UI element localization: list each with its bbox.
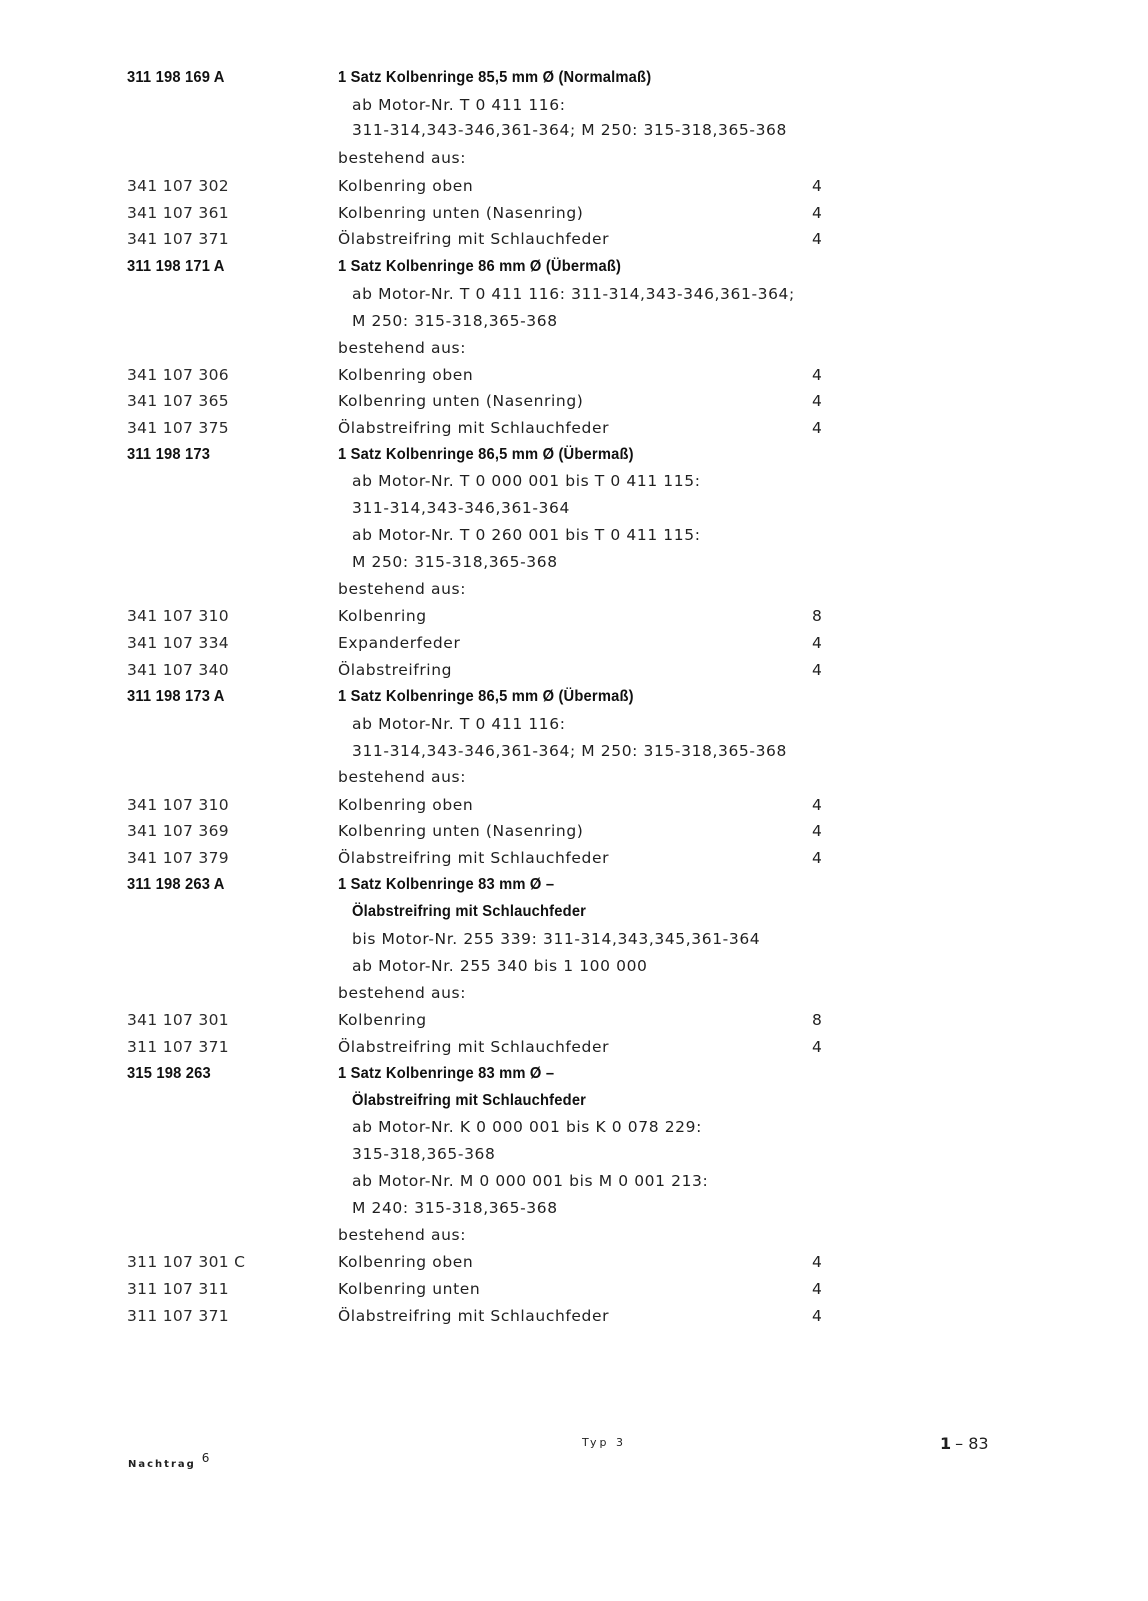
note-row xyxy=(0,1199,1148,1226)
item-part-number: 341 107 361 xyxy=(127,204,229,222)
item-part-number: 341 107 371 xyxy=(127,230,229,248)
item-description: Ölabstreifring xyxy=(338,661,453,679)
item-part-number: 341 107 302 xyxy=(127,177,229,195)
item-part-number: 341 107 306 xyxy=(127,366,229,384)
item-part-number: 341 107 369 xyxy=(127,822,229,840)
consists-row xyxy=(0,339,1148,366)
engine-range-note: ab Motor-Nr. T 0 411 116: 311-314,343-346,361-364; xyxy=(352,285,795,303)
engine-range-note: 315-318,365-368 xyxy=(352,1145,496,1163)
item-part-number: 311 107 311 xyxy=(127,1280,229,1298)
item-quantity: 4 xyxy=(812,661,822,679)
item-quantity: 4 xyxy=(812,204,822,222)
note-row xyxy=(0,1145,1148,1172)
consists-row xyxy=(0,149,1148,176)
item-quantity: 4 xyxy=(812,849,822,867)
item-quantity: 4 xyxy=(812,822,822,840)
note-row xyxy=(0,526,1148,553)
item-description: Ölabstreifring mit Schlauchfeder xyxy=(338,419,610,437)
engine-range-note: 311-314,343-346,361-364 xyxy=(352,499,570,517)
group-header-row xyxy=(0,69,1148,96)
note-row xyxy=(0,553,1148,580)
item-row xyxy=(0,607,1148,634)
item-row xyxy=(0,849,1148,876)
item-quantity: 4 xyxy=(812,177,822,195)
item-quantity: 8 xyxy=(812,1011,822,1029)
item-part-number: 341 107 310 xyxy=(127,607,229,625)
item-row xyxy=(0,661,1148,688)
note-row xyxy=(0,715,1148,742)
page-number-value: – 83 xyxy=(955,1434,989,1453)
item-description: Kolbenring unten xyxy=(338,1280,481,1298)
item-description: Ölabstreifring mit Schlauchfeder xyxy=(338,1038,610,1056)
item-description: Kolbenring xyxy=(338,607,427,625)
consists-of-label: bestehend aus: xyxy=(338,984,467,1002)
set-part-number: 311 198 173 xyxy=(127,446,211,463)
note-row xyxy=(0,930,1148,957)
vehicle-type-label: Typ 3 xyxy=(582,1436,626,1449)
engine-range-note: M 240: 315-318,365-368 xyxy=(352,1199,558,1217)
engine-range-note: ab Motor-Nr. T 0 411 116: xyxy=(352,715,566,733)
item-part-number: 341 107 375 xyxy=(127,419,229,437)
item-quantity: 4 xyxy=(812,1253,822,1271)
item-row xyxy=(0,204,1148,231)
item-row xyxy=(0,230,1148,257)
item-quantity: 4 xyxy=(812,1038,822,1056)
item-row xyxy=(0,796,1148,823)
title-continuation-row xyxy=(0,903,1148,930)
set-title: 1 Satz Kolbenringe 83 mm Ø – xyxy=(338,876,555,893)
item-quantity: 4 xyxy=(812,366,822,384)
set-title-continuation: Ölabstreifring mit Schlauchfeder xyxy=(352,903,587,920)
item-part-number: 341 107 310 xyxy=(127,796,229,814)
item-row xyxy=(0,419,1148,446)
item-quantity: 4 xyxy=(812,634,822,652)
note-row xyxy=(0,499,1148,526)
item-quantity: 4 xyxy=(812,230,822,248)
item-row xyxy=(0,1011,1148,1038)
item-row xyxy=(0,177,1148,204)
item-description: Ölabstreifring mit Schlauchfeder xyxy=(338,230,610,248)
item-part-number: 311 107 371 xyxy=(127,1307,229,1325)
page-number xyxy=(940,1434,989,1453)
item-description: Kolbenring oben xyxy=(338,177,474,195)
note-row xyxy=(0,285,1148,312)
note-row xyxy=(0,957,1148,984)
group-header-row xyxy=(0,688,1148,715)
engine-range-note: M 250: 315-318,365-368 xyxy=(352,553,558,571)
item-row xyxy=(0,634,1148,661)
engine-range-note: ab Motor-Nr. T 0 260 001 bis T 0 411 115: xyxy=(352,526,701,544)
item-description: Kolbenring unten (Nasenring) xyxy=(338,204,584,222)
engine-range-note: ab Motor-Nr. 255 340 bis 1 100 000 xyxy=(352,957,648,975)
supplement-text: Nachtrag xyxy=(128,1459,196,1470)
consists-of-label: bestehend aus: xyxy=(338,339,467,357)
item-part-number: 341 107 379 xyxy=(127,849,229,867)
item-quantity: 4 xyxy=(812,392,822,410)
note-row xyxy=(0,1118,1148,1145)
engine-range-note: ab Motor-Nr. T 0 000 001 bis T 0 411 115: xyxy=(352,472,701,490)
engine-range-note: ab Motor-Nr. M 0 000 001 bis M 0 001 213: xyxy=(352,1172,709,1190)
supplement-number: 6 xyxy=(201,1451,210,1465)
group-header-row xyxy=(0,876,1148,903)
engine-range-note: bis Motor-Nr. 255 339: 311-314,343,345,361-364 xyxy=(352,930,761,948)
set-part-number: 311 198 171 A xyxy=(127,258,225,275)
set-part-number: 311 198 263 A xyxy=(127,876,225,893)
title-continuation-row xyxy=(0,1092,1148,1119)
item-row xyxy=(0,1038,1148,1065)
group-header-row xyxy=(0,1065,1148,1092)
consists-of-label: bestehend aus: xyxy=(338,1226,467,1244)
item-part-number: 311 107 371 xyxy=(127,1038,229,1056)
note-row xyxy=(0,742,1148,769)
set-title: 1 Satz Kolbenringe 86,5 mm Ø (Übermaß) xyxy=(338,446,634,463)
item-description: Kolbenring oben xyxy=(338,366,474,384)
engine-range-note: ab Motor-Nr. K 0 000 001 bis K 0 078 229: xyxy=(352,1118,702,1136)
item-description: Kolbenring xyxy=(338,1011,427,1029)
set-part-number: 315 198 263 xyxy=(127,1065,211,1082)
consists-of-label: bestehend aus: xyxy=(338,580,467,598)
item-description: Kolbenring unten (Nasenring) xyxy=(338,392,584,410)
set-part-number: 311 198 169 A xyxy=(127,69,225,86)
item-description: Kolbenring oben xyxy=(338,1253,474,1271)
item-part-number: 341 107 301 xyxy=(127,1011,229,1029)
engine-range-note: 311-314,343-346,361-364; M 250: 315-318,365-368 xyxy=(352,742,787,760)
consists-row xyxy=(0,1226,1148,1253)
note-row xyxy=(0,472,1148,499)
item-row xyxy=(0,366,1148,393)
item-description: Ölabstreifring mit Schlauchfeder xyxy=(338,1307,610,1325)
set-title: 1 Satz Kolbenringe 86,5 mm Ø (Übermaß) xyxy=(338,688,634,705)
set-part-number: 311 198 173 A xyxy=(127,688,225,705)
set-title: 1 Satz Kolbenringe 86 mm Ø (Übermaß) xyxy=(338,258,622,275)
note-row xyxy=(0,312,1148,339)
set-title-continuation: Ölabstreifring mit Schlauchfeder xyxy=(352,1092,587,1109)
item-quantity: 8 xyxy=(812,607,822,625)
item-description: Kolbenring unten (Nasenring) xyxy=(338,822,584,840)
item-row xyxy=(0,392,1148,419)
note-row xyxy=(0,96,1148,123)
supplement-label xyxy=(128,1451,210,1470)
group-header-row xyxy=(0,258,1148,285)
item-row xyxy=(0,1307,1148,1334)
engine-range-note: ab Motor-Nr. T 0 411 116: xyxy=(352,96,566,114)
set-title: 1 Satz Kolbenringe 83 mm Ø – xyxy=(338,1065,555,1082)
item-description: Ölabstreifring mit Schlauchfeder xyxy=(338,849,610,867)
item-quantity: 4 xyxy=(812,419,822,437)
item-quantity: 4 xyxy=(812,1307,822,1325)
item-part-number: 311 107 301 C xyxy=(127,1253,246,1271)
note-row xyxy=(0,1172,1148,1199)
consists-row xyxy=(0,580,1148,607)
item-quantity: 4 xyxy=(812,1280,822,1298)
group-header-row xyxy=(0,446,1148,473)
item-part-number: 341 107 334 xyxy=(127,634,229,652)
note-row xyxy=(0,121,1148,148)
consists-of-label: bestehend aus: xyxy=(338,768,467,786)
consists-row xyxy=(0,984,1148,1011)
engine-range-note: M 250: 315-318,365-368 xyxy=(352,312,558,330)
item-quantity: 4 xyxy=(812,796,822,814)
item-description: Expanderfeder xyxy=(338,634,461,652)
consists-row xyxy=(0,768,1148,795)
item-part-number: 341 107 340 xyxy=(127,661,229,679)
set-title: 1 Satz Kolbenringe 85,5 mm Ø (Normalmaß) xyxy=(338,69,652,86)
consists-of-label: bestehend aus: xyxy=(338,149,467,167)
item-description: Kolbenring oben xyxy=(338,796,474,814)
item-part-number: 341 107 365 xyxy=(127,392,229,410)
engine-range-note: 311-314,343-346,361-364; M 250: 315-318,365-368 xyxy=(352,121,787,139)
item-row xyxy=(0,822,1148,849)
section-number: 1 xyxy=(940,1434,952,1453)
item-row xyxy=(0,1253,1148,1280)
item-row xyxy=(0,1280,1148,1307)
